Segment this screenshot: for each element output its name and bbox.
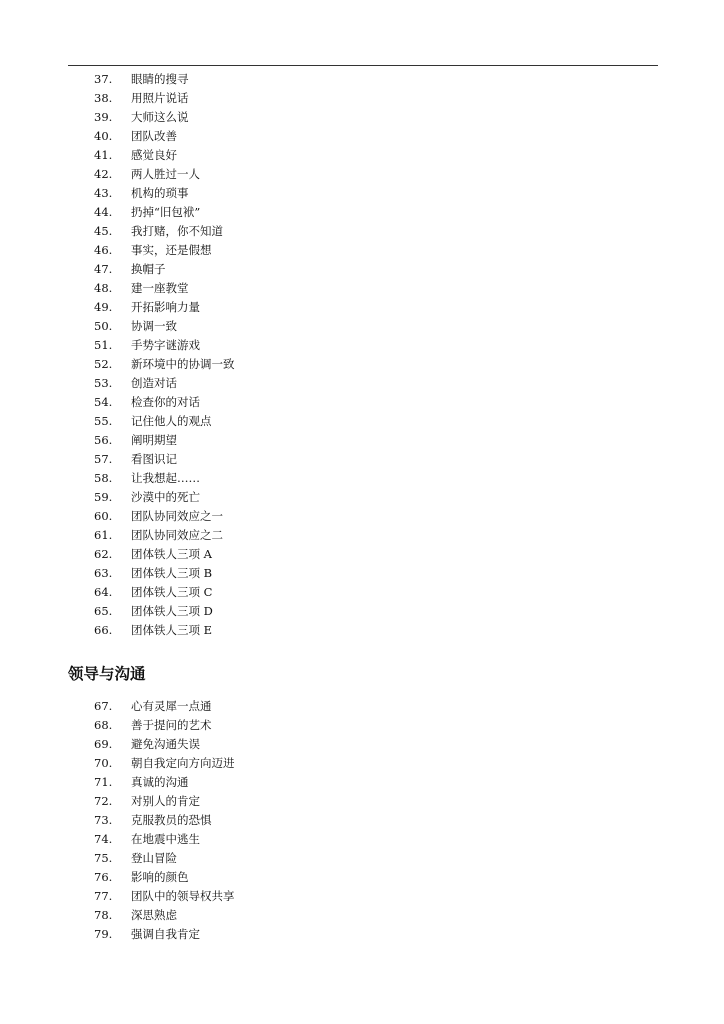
item-title: 协调一致 (131, 319, 177, 333)
item-number: 64. (94, 585, 113, 599)
section-heading: 领导与沟通 (68, 665, 146, 683)
item-title: 强调自我肯定 (131, 927, 200, 941)
item-title: 团体铁人三项 B (131, 566, 213, 580)
item-title: 团体铁人三项 D (131, 604, 213, 618)
item-title: 团体铁人三项 E (131, 623, 213, 637)
item-title: 机构的琐事 (131, 186, 189, 200)
item-title: 手势字谜游戏 (131, 338, 200, 352)
item-number: 74. (94, 832, 113, 846)
item-number: 50. (94, 319, 113, 333)
item-title: 团队协同效应之二 (131, 528, 223, 542)
item-number: 43. (94, 186, 113, 200)
item-title: 善于提问的艺术 (131, 718, 212, 732)
item-title: 克服教员的恐惧 (131, 813, 212, 827)
item-title: 在地震中逃生 (131, 832, 200, 846)
item-title: 让我想起…… (131, 471, 200, 485)
item-title: 感觉良好 (131, 148, 177, 162)
item-title: 团体铁人三项 C (131, 585, 213, 599)
item-number: 52. (94, 357, 113, 371)
item-number: 60. (94, 509, 113, 523)
item-title: 用照片说话 (131, 91, 189, 105)
item-title: 大师这么说 (131, 110, 189, 124)
item-title: 团队中的领导权共享 (131, 889, 235, 903)
item-number: 46. (94, 243, 113, 257)
item-title: 新环境中的协调一致 (131, 357, 235, 371)
item-title: 对别人的肯定 (131, 794, 200, 808)
item-title: 团体铁人三项 A (131, 547, 212, 561)
header-rule (68, 65, 658, 66)
item-number: 56. (94, 433, 113, 447)
item-number: 47. (94, 262, 113, 276)
item-title: 换帽子 (131, 262, 166, 276)
item-title: 扔掉“旧包袱” (131, 205, 201, 219)
item-title: 心有灵犀一点通 (131, 699, 212, 713)
item-title: 两人胜过一人 (131, 167, 200, 181)
item-number: 76. (94, 870, 113, 884)
item-number: 49. (94, 300, 113, 314)
item-title: 深思熟虑 (131, 908, 177, 922)
item-number: 62. (94, 547, 113, 561)
item-number: 75. (94, 851, 113, 865)
item-title: 团队改善 (131, 129, 177, 143)
item-title: 影响的颜色 (131, 870, 189, 884)
item-title: 真诚的沟通 (131, 775, 189, 789)
item-title: 事实，还是假想 (131, 243, 212, 257)
item-title: 记住他人的观点 (131, 414, 212, 428)
item-number: 42. (94, 167, 113, 181)
item-number: 39. (94, 110, 113, 124)
item-title: 登山冒险 (131, 851, 177, 865)
item-number: 65. (94, 604, 113, 618)
item-number: 79. (94, 927, 113, 941)
item-number: 57. (94, 452, 113, 466)
item-title: 建一座教堂 (131, 281, 189, 295)
item-title: 眼睛的搜寻 (131, 72, 189, 86)
item-number: 38. (94, 91, 113, 105)
item-number: 77. (94, 889, 113, 903)
item-number: 73. (94, 813, 113, 827)
item-number: 51. (94, 338, 113, 352)
item-number: 54. (94, 395, 113, 409)
item-number: 55. (94, 414, 113, 428)
item-number: 58. (94, 471, 113, 485)
item-number: 40. (94, 129, 113, 143)
item-number: 69. (94, 737, 113, 751)
item-title: 阐明期望 (131, 433, 177, 447)
item-title: 团队协同效应之一 (131, 509, 223, 523)
item-title: 沙漠中的死亡 (131, 490, 200, 504)
item-number: 63. (94, 566, 113, 580)
item-title: 检查你的对话 (131, 395, 200, 409)
item-title: 开拓影响力量 (131, 300, 200, 314)
item-title: 创造对话 (131, 376, 177, 390)
item-number: 67. (94, 699, 113, 713)
item-number: 66. (94, 623, 113, 637)
item-number: 41. (94, 148, 113, 162)
item-number: 71. (94, 775, 113, 789)
item-number: 53. (94, 376, 113, 390)
item-number: 59. (94, 490, 113, 504)
item-number: 68. (94, 718, 113, 732)
item-number: 72. (94, 794, 113, 808)
item-number: 61. (94, 528, 113, 542)
item-title: 我打赌，你不知道 (131, 224, 223, 238)
item-number: 78. (94, 908, 113, 922)
item-number: 70. (94, 756, 113, 770)
item-title: 朝自我定向方向迈进 (131, 756, 235, 770)
item-number: 48. (94, 281, 113, 295)
item-number: 45. (94, 224, 113, 238)
item-title: 看图识记 (131, 452, 177, 466)
item-number: 37. (94, 72, 113, 86)
item-number: 44. (94, 205, 113, 219)
item-title: 避免沟通失误 (131, 737, 200, 751)
